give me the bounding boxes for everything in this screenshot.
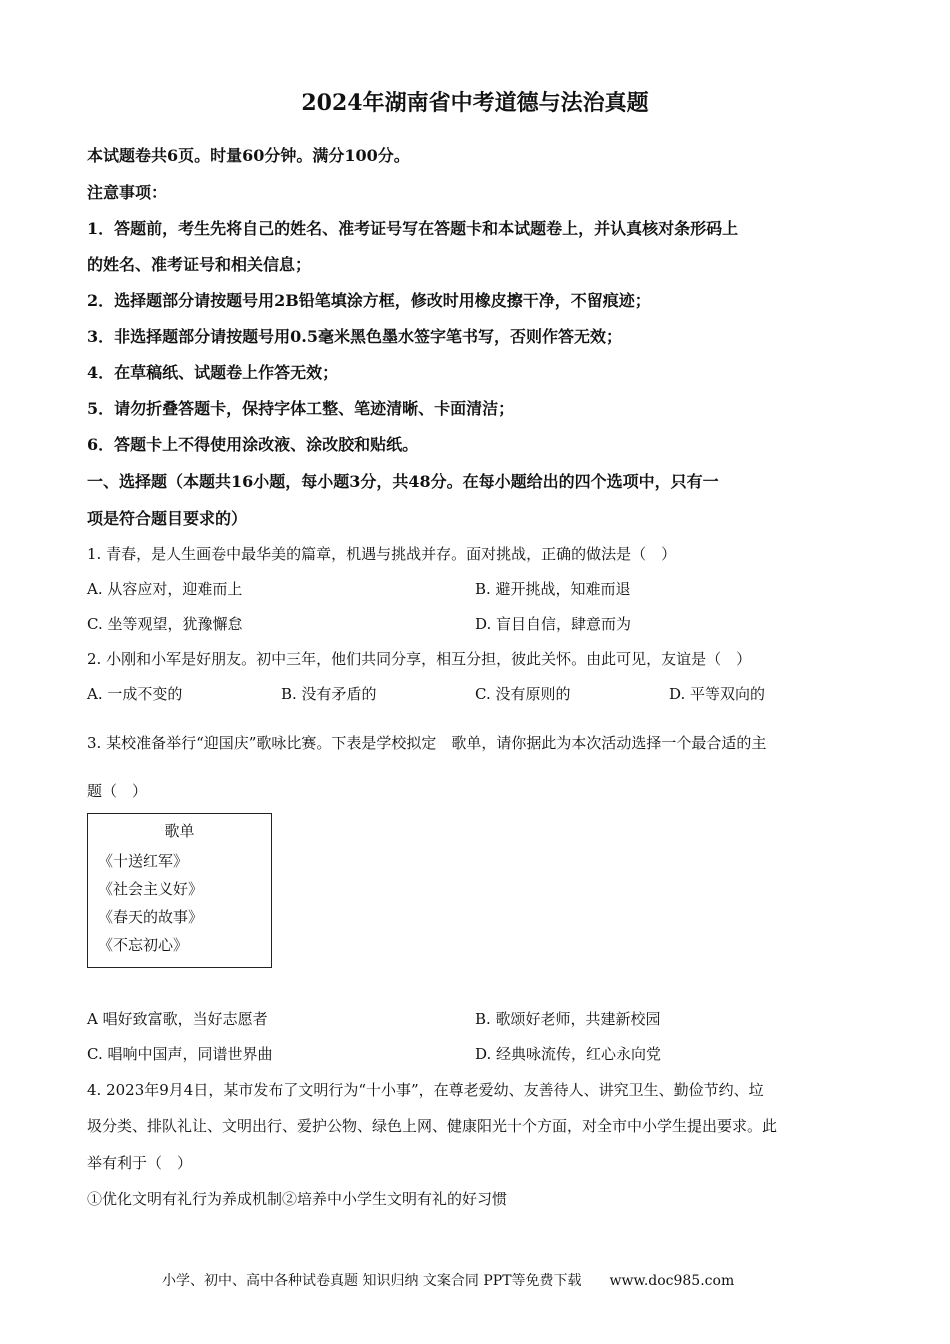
song-item: 《不忘初心》: [98, 936, 189, 954]
question-3-option-c: C. 唱响中国声，同谱世界曲: [87, 1045, 273, 1063]
question-2-stem: 2. 小刚和小军是好朋友。初中三年，他们共同分享，相互分担，彼此关怀。由此可见，友谊是（ ）: [87, 650, 752, 668]
question-3-stem-line2: 题（ ）: [87, 782, 148, 800]
notice-6: 6．答题卡上不得使用涂改液、涂改胶和贴纸。: [87, 435, 419, 454]
question-4-statements: ①优化文明有礼行为养成机制②培养中小学生文明有礼的好习惯: [87, 1190, 508, 1208]
notice-5: 5．请勿折叠答题卡，保持字体工整、笔迹清晰、卡面清洁；: [87, 399, 515, 418]
section-heading-line2: 项是符合题目要求的）: [87, 509, 248, 528]
question-4-stem-line3: 举有利于（ ）: [87, 1154, 193, 1172]
question-3-stem-line1: 3. 某校准备举行“迎国庆”歌咏比赛。下表是学校拟定 歌单，请你据此为本次活动选择一个最合适的主: [87, 734, 767, 752]
song-list-heading: 歌单: [164, 822, 195, 840]
question-3-option-d: D. 经典咏流传，红心永向党: [475, 1045, 662, 1063]
notice-heading: 注意事项：: [87, 183, 168, 202]
question-2-option-d: D. 平等双向的: [669, 685, 766, 703]
notice-4: 4．在草稿纸、试题卷上作答无效；: [87, 363, 339, 382]
notice-1-line1: 1．答题前，考生先将自己的姓名、准考证号写在答题卡和本试题卷上，并认真核对条形码上: [87, 219, 739, 238]
song-item: 《十送红军》: [98, 852, 189, 870]
page-title: 2024年湖南省中考道德与法治真题: [301, 90, 649, 116]
question-1-option-c: C. 坐等观望，犹豫懈怠: [87, 615, 243, 633]
question-3-option-a: A 唱好致富歌，当好志愿者: [87, 1010, 268, 1028]
question-4-stem-line2: 圾分类、排队礼让、文明出行、爱护公物、绿色上网、健康阳光十个方面，对全市中小学生提出要求。此: [87, 1117, 778, 1135]
exam-intro: 本试题卷共6页。时量60分钟。满分100分。: [87, 146, 410, 165]
question-2-option-c: C. 没有原则的: [475, 685, 571, 703]
notice-1-line2: 的姓名、准考证号和相关信息；: [87, 255, 312, 274]
song-item: 《社会主义好》: [98, 880, 204, 898]
song-item: 《春天的故事》: [98, 908, 204, 926]
question-2-option-a: A. 一成不变的: [87, 685, 183, 703]
question-4-stem-line1: 4. 2023年9月4日，某市发布了文明行为“十小事”，在尊老爱幼、友善待人、讲究卫生、勤俭节约、垃: [87, 1081, 764, 1099]
notice-2: 2．选择题部分请按题号用2B铅笔填涂方框，修改时用橡皮擦干净，不留痕迹；: [87, 291, 651, 310]
question-3-option-b: B. 歌颂好老师，共建新校园: [475, 1010, 661, 1028]
question-1-option-b: B. 避开挑战，知难而退: [475, 580, 631, 598]
question-2-option-b: B. 没有矛盾的: [281, 685, 377, 703]
song-list-table: [87, 813, 272, 968]
question-1-option-a: A. 从容应对，迎难而上: [87, 580, 243, 598]
question-1-stem: 1. 青春，是人生画卷中最华美的篇章，机遇与挑战并存。面对挑战，正确的做法是（ ）: [87, 545, 677, 563]
section-heading-line1: 一、选择题（本题共16小题，每小题3分，共48分。在每小题给出的四个选项中，只有一: [87, 472, 719, 491]
question-1-option-d: D. 盲目自信，肆意而为: [475, 615, 632, 633]
page-footer: 小学、初中、高中各种试卷真题 知识归纳 文案合同 PPT等免费下载 www.doc985.com: [162, 1273, 735, 1289]
notice-3: 3．非选择题部分请按题号用0.5毫米黑色墨水签字笔书写，否则作答无效；: [87, 327, 622, 346]
